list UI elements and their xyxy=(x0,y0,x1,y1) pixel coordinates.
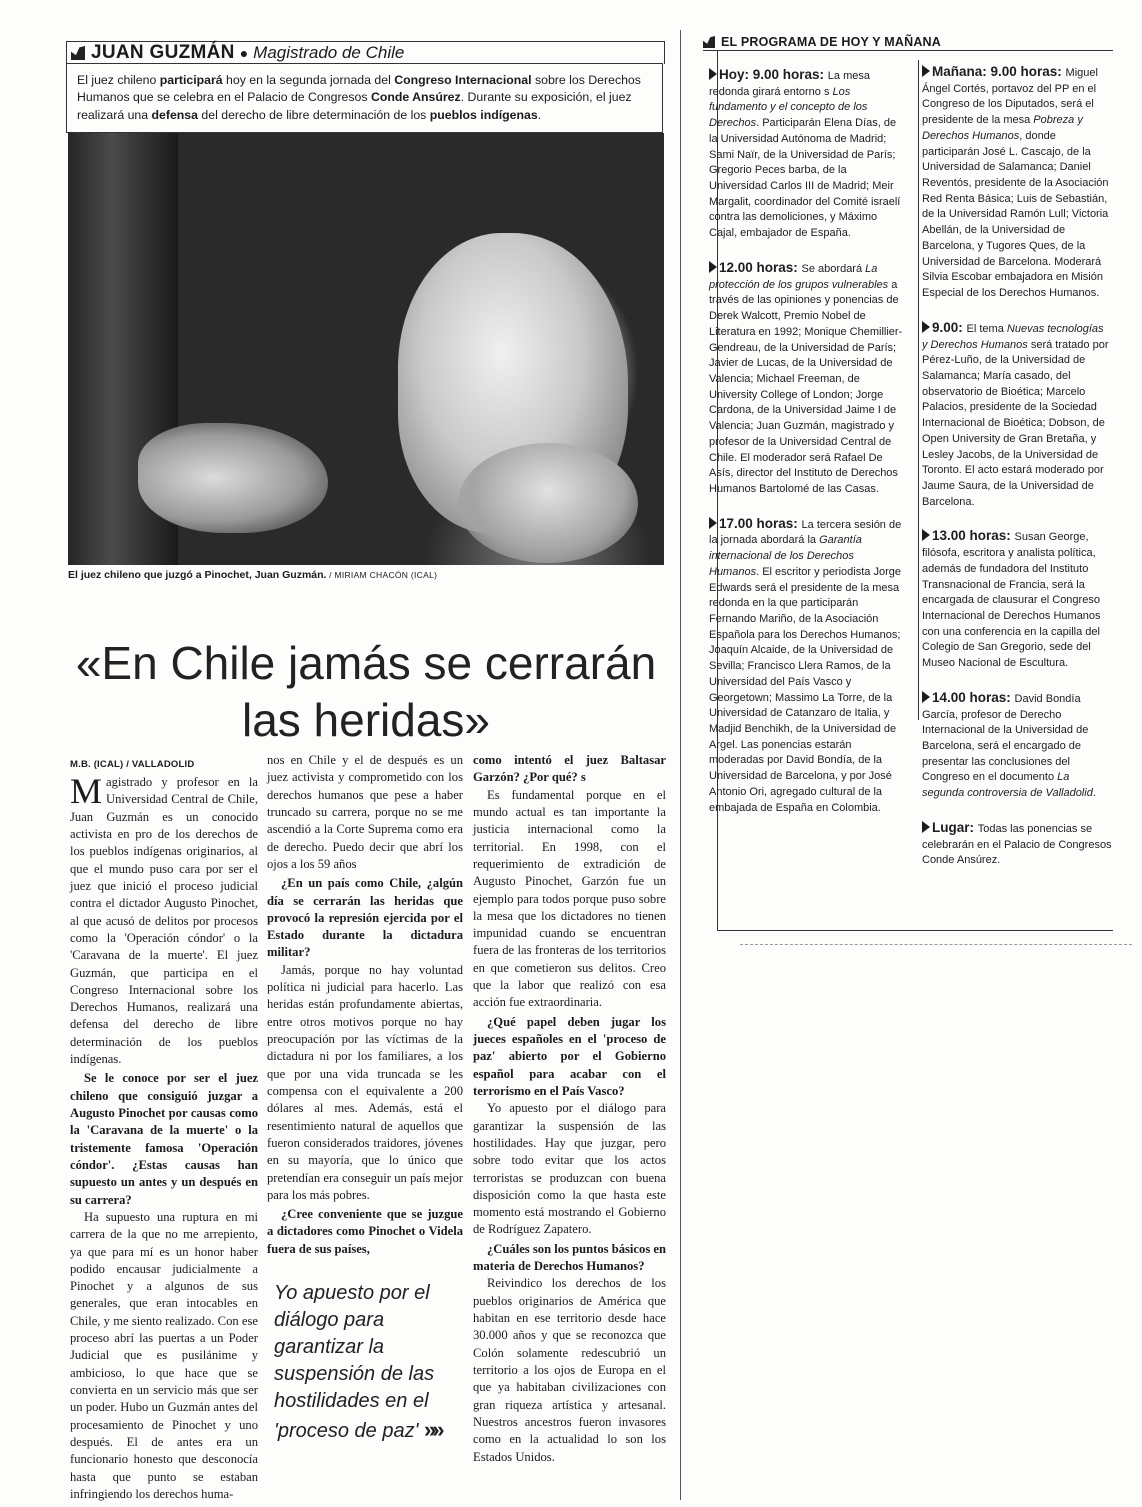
photo-beard-shape xyxy=(458,443,638,563)
schedule-text: La tercera sesión de la jornada abordará la xyxy=(709,518,902,547)
intro-bold-segment: pueblos indígenas xyxy=(429,107,538,122)
schedule-text: . xyxy=(1092,787,1096,800)
session-title: Garantía internacional de los Derechos Humanos xyxy=(709,534,862,578)
intro-bold-segment: Congreso Internacional xyxy=(394,73,532,87)
photo-hand-shape xyxy=(138,423,328,533)
session-title: Nuevas tecnologías y Derechos Humanos xyxy=(922,322,1104,351)
pull-quote xyxy=(274,1280,466,1445)
schedule-time: 13.00 horas: xyxy=(932,528,1015,544)
article-header xyxy=(66,41,665,64)
schedule-item xyxy=(922,818,1112,869)
schedule-text: David Bondía García, profesor de Derecho Internacional de la Universidad de Barcelona, será el encargado de presentar las conclusiones del Congreso en el documento xyxy=(922,692,1089,784)
section-logo-icon xyxy=(71,46,85,60)
schedule-text: Se abordará xyxy=(801,262,866,275)
schedule-item xyxy=(709,514,905,817)
photo-credit: / MIRIAM CHACÓN (ICAL) xyxy=(326,570,438,580)
question-2: ¿En un país como Chile, ¿algún día se cerrarán las heridas que provocó la represión ejercida por el Estado durante la dictadura militar? xyxy=(267,876,463,960)
schedule-time: Lugar: xyxy=(932,819,978,835)
sidebar-title-text: EL PROGRAMA DE HOY Y MAÑANA xyxy=(721,35,942,49)
bullet-triangle-icon xyxy=(922,821,930,833)
schedule-time: 12.00 horas: xyxy=(719,259,802,275)
intro-bold-segment: participará xyxy=(159,73,223,87)
bullet-triangle-icon xyxy=(922,691,930,703)
portrait-photo xyxy=(68,133,664,565)
sidebar-bottom-rule xyxy=(717,930,1113,931)
article-column-1 xyxy=(70,758,258,1503)
sidebar-title xyxy=(703,35,1113,49)
schedule-text: a través de las opiniones y ponencias de Derek Walcott, Premio Nobel de Literatura en 1992; Monique Chemillier-Gendreau, de la Universidad de París; Javier de Lucas, de la Universidad de Valencia; Michael Freeman, de University College of London; Jorge Cardona, de la Universidad Jaime I de Valencia; Juan Guzmán, magistrado y profesor de la Universidad Central de Chile. El moderador será Rafael De Asís, director del Instituto de Derechos Humanos Bartolomé de las Casas. xyxy=(709,278,903,495)
schedule-text: . Participarán Elena Días, de la Universidad Autónoma de Madrid; Sami Naïr, de la Universidad de París; Gregorio Peces barba, de la Universidad Carlos III de Madrid; Meir Margalit, coordinador del Comité israelí contra las demoliciones, y Máximo Cajal, embajador de España. xyxy=(709,117,901,240)
schedule-item xyxy=(922,318,1112,511)
interviewee-name: JUAN GUZMÁN xyxy=(91,42,235,63)
schedule-today xyxy=(709,65,905,832)
schedule-time: Hoy: 9.00 horas: xyxy=(719,67,828,82)
schedule-item xyxy=(922,688,1112,802)
schedule-text: . El escritor y periodista Jorge Edwards será el presidente de la mesa redonda en la que participarán Fernando Mariño, de la Asociación Española para los Derechos Humanos; Joaquín Alcaide, de la Universidad de Sevilla; Francisco Llera Ramos, de la Universidad del País Vasco y Georgetown; Massimo La Torre, de la Universidad de Catanzaro de Italia, y Madjid Benchikh, de la Universidad de Argel. Las ponencias estarán moderadas por David Bondía, de la Universidad de Barcelona, y por José Antonio Ori, agregado cultural de la embajada de España en Colombia. xyxy=(709,565,901,814)
bullet-triangle-icon xyxy=(922,529,930,541)
article-column-3 xyxy=(473,752,666,1466)
schedule-time: 14.00 horas: xyxy=(932,689,1015,705)
answer-2: Jamás, porque no hay voluntad política ni judicial para hacerlo. Las heridas están profundamente abiertas, entre otros motivos porque no hay preocupación por las víctimas de la dictadura ni por los familiares, a los que por una vida truncada se les compensa con el equivalente a 200 dólares al mes. Además, está el resentimiento natural de aquellos que fueron considerados traidores, jóvenes en su mayoría, que lo único que pretendían era conseguir un país mejor para los más pobres. xyxy=(267,962,463,1202)
schedule-text: Susan George, filósofa, escritora y analista política, además de fundadora del Instituto Transnacional de Francia, será la encargada de clausurar el Congreso Internacional de Derechos Humanos con una conferencia en la capilla del Colegio de San Gregorio, sede del Museo Nacional de Escultura. xyxy=(922,531,1101,670)
byline: M.B. (ICAL) / VALLADOLID xyxy=(70,759,195,770)
bullet-triangle-icon xyxy=(922,65,930,77)
answer-4: Yo apuesto por el diálogo para garantizar la suspensión de las hostilidades. Hay que juzgar, pero sobre todo evitar que los actos terroristas se produzcan con buena disposición como la que hasta este momento está mostrando el Gobierno de Rodríguez Zapatero. xyxy=(473,1101,666,1237)
schedule-text: Miguel Ángel Cortés, portavoz del PP en el Congreso de los Diputados, será el presidente de la mesa xyxy=(922,67,1098,127)
bullet-triangle-icon xyxy=(709,517,717,529)
intro-segment: . xyxy=(537,107,542,122)
sidebar-top-rule xyxy=(703,50,1113,51)
photo-caption xyxy=(68,569,664,581)
answer-5: Reivindico los derechos de los pueblos originarios de América que habitan en ese territorio desde hace 30.000 años y que se reconozca que Colón solamente redescubrió un territorio a los ojos de Europa en el que ya habitaban civilizaciones con gran riqueza artística y artesanal. Nuestros ancestros fueron invasores como en la actualidad lo son los Estados Unidos. xyxy=(473,1276,666,1464)
question-1: Se le conoce por ser el juez chileno que consiguió juzgar a Augusto Pinochet por causas como la 'Caravana de la muerte' o la tristemente famosa 'Operación cóndor'. ¿Estas causas han supuesto un antes y un después en su carrera? xyxy=(70,1071,258,1207)
schedule-time: Mañana: 9.00 horas: xyxy=(932,64,1066,79)
intro-bold-segment: defensa xyxy=(151,107,198,122)
session-title: La protección de los grupos vulnerables xyxy=(709,262,889,291)
bullet-triangle-icon xyxy=(709,261,717,273)
schedule-text: , donde participarán José L. Cascajo, de la Universidad de Salamanca; Daniel Reventós, presidente de la Asociación Red Renta Básica; Luis de Sebastián, de la Universidad Ramón Lull; Victoria Abellán, de la Universidad de Barcelona, y Tugores Ques, de la Universidad de Barcelona. Moderará Silvia Escobar embajadora en Misión Especial de los Derechos Humanos. xyxy=(922,129,1109,300)
sidebar-logo-icon xyxy=(703,36,715,48)
pull-quote-arrows-icon: »» xyxy=(423,1417,441,1442)
schedule-item xyxy=(922,62,1112,302)
answer-1: Ha supuesto una ruptura en mi carrera de la que no me arrepiento, ya que para mí es un honor haber podido encausar judicialmente a Pinochet y a algunos de sus generales, que eran intocables en Chile, y me siento realizado. Con ese proceso abrí las puertas a un Poder Judicial que es pusilánime y ambicioso, lo que hace que se convierta en un servicio más que ser un poder. Hubo un Guzmán antes del procesamiento de Pinochet y uno después. El de antes era un funcionario honesto que desconocía hasta que punto se estaban infringiendo los derechos huma- xyxy=(70,1209,258,1501)
headline: «En Chile jamás se cerrarán las heridas» xyxy=(75,636,657,747)
schedule-text: Todas las ponencias se celebrarán en el Palacio de Congresos Conde Ansúrez. xyxy=(922,822,1112,867)
intro-segment: sobre los Derechos Humanos que se celebra en el Palacio de Congresos xyxy=(77,73,641,105)
answer-3: Es fundamental porque en el mundo actual es tan importante la justicia internacional como la territorial. En 1998, con el requerimiento de extradición de Augusto Pinochet, Garzón fue un ejemplo para todos porque puso sobre la mesa que los dictadores no tienen impunidad cuando se encuentran fuera de las fronteras de los territorios en que cometieron sus delitos. Creo que la labor que realizó con esa acción fue extraordinaria. xyxy=(473,787,666,1010)
intro-segment: . Durante su exposición, el juez realizará una xyxy=(77,90,632,122)
pull-quote-text: Yo apuesto por el diálogo para garantizar la suspensión de las hostilidades en el 'proceso de paz' xyxy=(274,1282,435,1442)
interviewee-role: Magistrado de Chile xyxy=(253,43,405,62)
intro-summary xyxy=(66,63,663,133)
schedule-item xyxy=(709,65,905,242)
column-divider xyxy=(680,30,681,1500)
article-column-2 xyxy=(267,752,463,1258)
schedule-item xyxy=(922,526,1112,671)
schedule-text: será tratado por Pérez-Luño, de la Universidad de Salamanca; María casado, del observatorio de Bioética; Marcelo Palacios, presidente de la Sociedad Internacional de Bioética; Dobson, de Open University de Gran Bretaña, y Lesley Jacobs, de la Universidad de Toronto. El acto estará moderado por Jaume Saura, de la Universidad de Barcelona. xyxy=(922,338,1109,508)
lead-text: agistrado y profesor en la Universidad Central de Chile, Juan Guzmán es un conocido activista en pro de los derechos de los pueblos indígenas originarios, al que el mundo puso cara por ser el juez que inició el proceso judicial contra el dictador Augusto Pinochet, al que acusó de delitos por procesos como la 'Operación cóndor' o la 'Caravana de la muerte'. El juez Guzmán, que participa en el Congreso Internacional sobre los Derechos Humanos, realizará una defensa del derecho de libre determinación de los pueblos indígenas. xyxy=(70,775,258,1067)
question-3: ¿Cree conveniente que se juzgue a dictadores como Pinochet o Videla fuera de sus países, xyxy=(267,1207,463,1256)
schedule-item xyxy=(709,258,905,498)
intro-segment: hoy en la segunda jornada del xyxy=(222,73,395,87)
schedule-text: La mesa redonda girará entorno s xyxy=(709,70,870,98)
drop-cap: M xyxy=(70,771,103,812)
question-4: ¿Qué papel deben jugar los jueces españoles en el 'proceso de paz' abierto por el Gobierno español para acabar con el terrorismo en el País Vasco? xyxy=(473,1014,666,1098)
question-3-cont: como intentó el juez Baltasar Garzón? ¿Por qué? s xyxy=(473,753,666,785)
session-title: La segunda controversia de Valladolid xyxy=(922,771,1093,800)
session-title: Pobreza y Derechos Humanos xyxy=(922,114,1083,142)
answer-1-cont: nos en Chile y el de después es un juez activista y comprometido con los derechos humanos que pese a haber truncado su carrera, porque no se me ascendió a la Corte Suprema como era de derecho. Puedo decir que abrí los ojos a los 59 años xyxy=(267,753,463,871)
separator-dot: ● xyxy=(239,45,249,61)
intro-segment: del derecho de libre determinación de los xyxy=(198,107,430,122)
sidebar-dashed-rule xyxy=(740,944,1132,946)
sidebar-column-divider xyxy=(918,60,919,720)
lead-paragraph xyxy=(70,771,258,1068)
intro-segment: El juez chileno xyxy=(77,73,160,87)
bullet-triangle-icon xyxy=(922,321,930,333)
caption-text: El juez chileno que juzgó a Pinochet, Juan Guzmán. xyxy=(68,569,327,581)
schedule-text: El tema xyxy=(966,322,1007,335)
schedule-time: 9.00: xyxy=(932,319,967,335)
intro-bold-segment: Conde Ansúrez xyxy=(370,90,461,105)
session-title: Los fundamento y el concepto de los Derechos xyxy=(709,85,868,130)
bullet-triangle-icon xyxy=(709,68,717,80)
question-5: ¿Cuáles son los puntos básicos en materia de Derechos Humanos? xyxy=(473,1241,666,1274)
schedule-time: 17.00 horas: xyxy=(719,515,802,531)
schedule-tomorrow xyxy=(922,62,1112,885)
